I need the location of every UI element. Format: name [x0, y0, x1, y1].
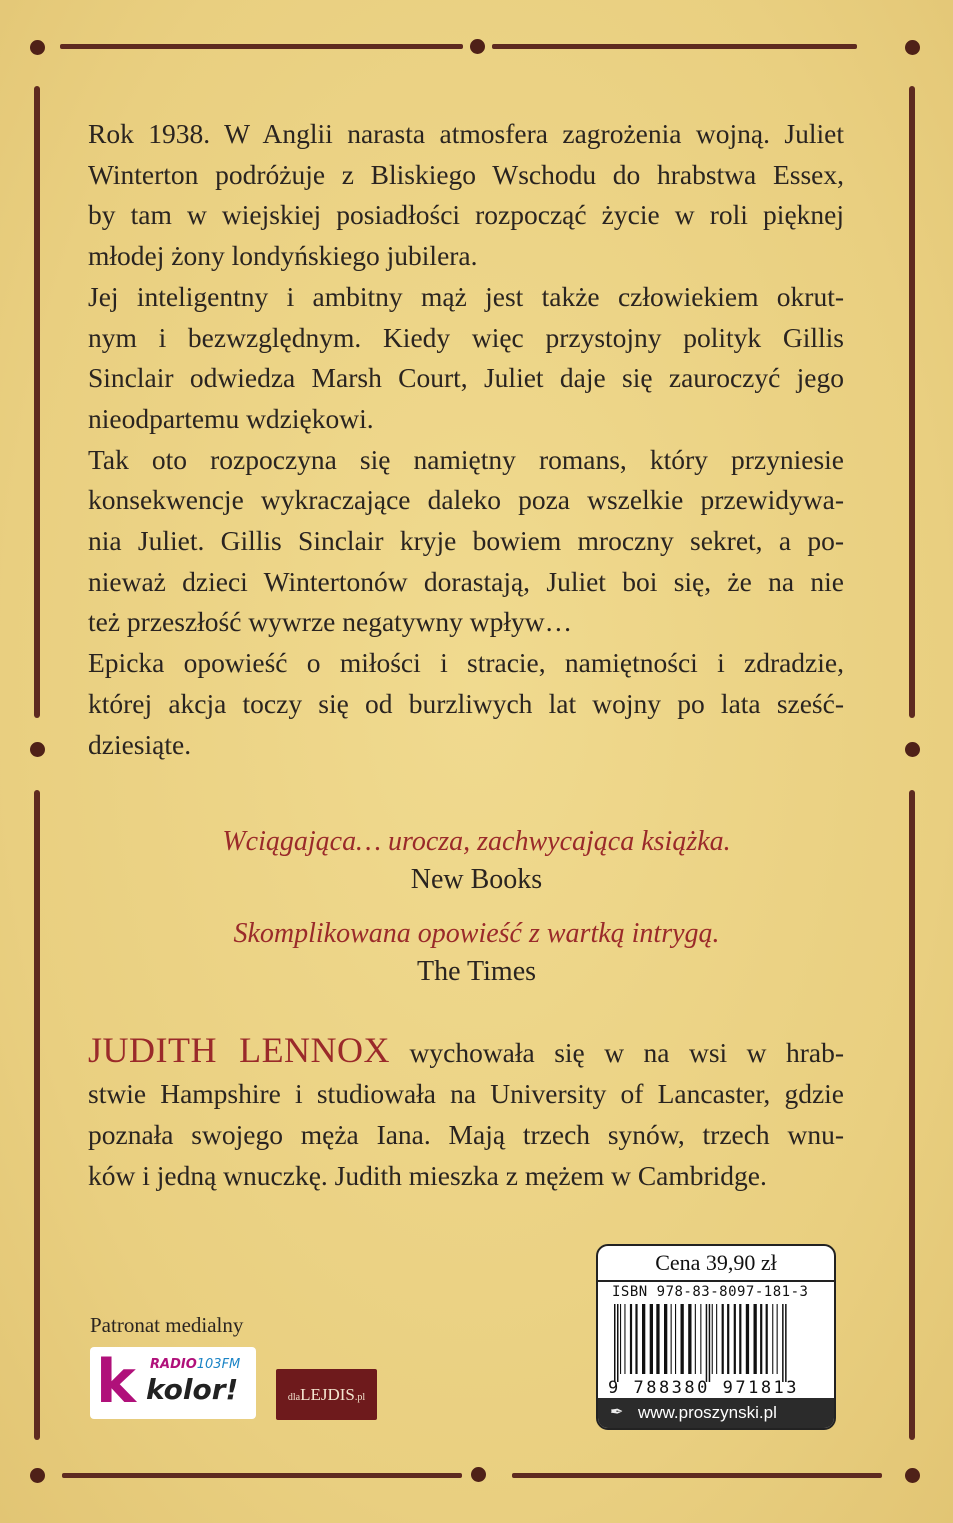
- author-bio: [88, 1030, 844, 1196]
- barcode-bar: [671, 1304, 672, 1374]
- blurb-line: konsekwencje wykraczające daleko poza wszelkie przewidywa-: [88, 484, 844, 516]
- barcode-bar: [681, 1304, 684, 1374]
- barcode-bar: [712, 1304, 713, 1374]
- author-bio-line: poznała swojego męża Iana. Mają trzech synów, trzech wnu-: [88, 1119, 844, 1150]
- blurb-line: nieważ dzieci Wintertonów dorastają, Juliet boi się, że na nie: [88, 565, 844, 597]
- blurb-line: też przeszłość wywrze negatywny wpływ…: [88, 606, 573, 638]
- barcode-bar: [664, 1304, 667, 1374]
- review-quote-source: New Books: [410, 864, 543, 895]
- price-barcode-box: [596, 1244, 836, 1430]
- barcode-bar: [782, 1304, 784, 1382]
- frame-right-upper-line: [909, 86, 915, 718]
- blurb-line: Sinclair odwiedza Marsh Court, Juliet daje się zauroczyć jego: [88, 362, 844, 394]
- frame-dot: [30, 40, 45, 55]
- barcode-bar: [642, 1304, 645, 1374]
- barcode-bar: [709, 1304, 711, 1382]
- barcode-bar: [656, 1304, 659, 1374]
- barcode-bar: [650, 1304, 653, 1374]
- author-name: JUDITH LENNOX: [88, 1030, 391, 1070]
- blurb-line: młodej żony londyńskiego jubilera.: [88, 240, 478, 272]
- book-blurb: [88, 114, 844, 765]
- frame-dot: [905, 742, 920, 757]
- barcode-bar: [734, 1304, 736, 1374]
- barcode-bar: [630, 1304, 632, 1374]
- blurb-line: której akcja toczy się od burzliwych lat wojny po lata sześć-: [88, 687, 844, 719]
- barcode-bar: [727, 1304, 729, 1374]
- lejdis-name: LEJDIS: [300, 1385, 355, 1404]
- barcode-bar: [746, 1304, 749, 1374]
- isbn-label: ISBN 978-83-8097-181-3: [612, 1284, 809, 1300]
- barcode-bar: [700, 1304, 701, 1374]
- blurb-line: Tak oto rozpoczyna się namiętny romans, który przyniesie: [88, 443, 844, 475]
- frame-left-upper-line: [34, 86, 40, 718]
- barcode-bar: [760, 1304, 762, 1374]
- blurb-line: Jej inteligentny i ambitny mąż jest także człowiekiem okrut-: [88, 280, 844, 312]
- barcode-bar: [614, 1304, 616, 1382]
- media-patronage-label: Patronat medialny: [90, 1313, 244, 1337]
- barcode-number: 9 788380 971813: [608, 1378, 800, 1398]
- blurb-line: nym i bezwzględnym. Kiedy więc przystojny polityk Gillis: [88, 321, 844, 353]
- frame-top-right-line: [492, 44, 857, 49]
- blurb-line: Winterton podróżuje z Bliskiego Wschodu do hrabstwa Essex,: [88, 158, 844, 190]
- frame-dot: [470, 39, 485, 54]
- barcode-bar: [722, 1304, 724, 1374]
- barcode-bar: [772, 1304, 773, 1374]
- frame-dot: [30, 1468, 45, 1483]
- blurb-line: Epicka opowieść o miłości i stracie, namiętności i zdradzie,: [88, 647, 844, 679]
- pen-icon: ✒: [610, 1404, 624, 1421]
- frame-dot: [471, 1467, 486, 1482]
- radio-kolor-text: kolor!: [146, 1373, 239, 1406]
- review-quote-text: Skomplikowana opowieść z wartką intrygą.: [233, 918, 720, 949]
- barcode-bar: [716, 1304, 717, 1374]
- barcode-bar: [785, 1304, 787, 1382]
- frame-top-left-line: [60, 44, 463, 49]
- publisher-website-bar: [598, 1398, 834, 1428]
- barcode-bar: [766, 1304, 768, 1374]
- barcode-bar: [675, 1304, 676, 1374]
- barcode-bar: [739, 1304, 741, 1374]
- author-bio-line: stwie Hampshire i studiowała na University of Lancaster, gdzie: [88, 1078, 844, 1109]
- barcode-bar: [635, 1304, 637, 1374]
- frame-dot: [30, 742, 45, 757]
- frame-bottom-left-line: [62, 1473, 462, 1478]
- frame-dot: [905, 1468, 920, 1483]
- blurb-line: nieodpartemu wdziękowi.: [88, 402, 374, 434]
- radio-kolor-logo: [90, 1347, 256, 1419]
- lejdis-suffix: .pl: [354, 1392, 366, 1403]
- review-quote: [0, 918, 953, 988]
- barcode: [612, 1304, 820, 1382]
- barcode-bar: [617, 1304, 619, 1382]
- lejdis-logo: [276, 1369, 377, 1420]
- barcode-bar: [624, 1304, 625, 1374]
- radio-label: [150, 1357, 240, 1372]
- barcode-bar: [706, 1304, 708, 1382]
- blurb-line: by tam w wiejskiej posiadłości rozpocząć życie w roli pięknej: [88, 199, 844, 231]
- blurb-line: Rok 1938. W Anglii narasta atmosfera zagrożenia wojną. Juliet: [88, 118, 844, 149]
- frame-dot: [905, 40, 920, 55]
- price-label: Cena 39,90 zł: [598, 1246, 834, 1282]
- lejdis-prefix: dla: [287, 1392, 301, 1403]
- review-quote: [0, 826, 953, 896]
- radio-k-glyph: k: [96, 1347, 136, 1417]
- radio-frequency: 103FM: [196, 1357, 241, 1372]
- blurb-line: nia Juliet. Gillis Sinclair kryje bowiem mroczny sekret, a po-: [88, 525, 844, 557]
- frame-bottom-right-line: [512, 1473, 882, 1478]
- review-quote-text: Wciągająca… urocza, zachwycająca książka.: [222, 826, 731, 857]
- review-quote-source: The Times: [416, 956, 537, 987]
- author-bio-line: ków i jedną wnuczkę. Judith mieszka z mężem w Cambridge.: [88, 1160, 767, 1191]
- barcode-bar: [695, 1304, 696, 1374]
- barcode-bar: [754, 1304, 757, 1374]
- barcode-bar: [688, 1304, 691, 1374]
- blurb-line: dziesiąte.: [88, 728, 192, 760]
- author-bio-line: [88, 1030, 844, 1073]
- barcode-bar: [777, 1304, 778, 1374]
- radio-word: RADIO: [150, 1357, 197, 1372]
- author-bio-text: wychowała się w na wsi w hrab-: [390, 1037, 844, 1068]
- barcode-bar: [620, 1304, 621, 1374]
- publisher-website: www.proszynski.pl: [638, 1403, 777, 1422]
